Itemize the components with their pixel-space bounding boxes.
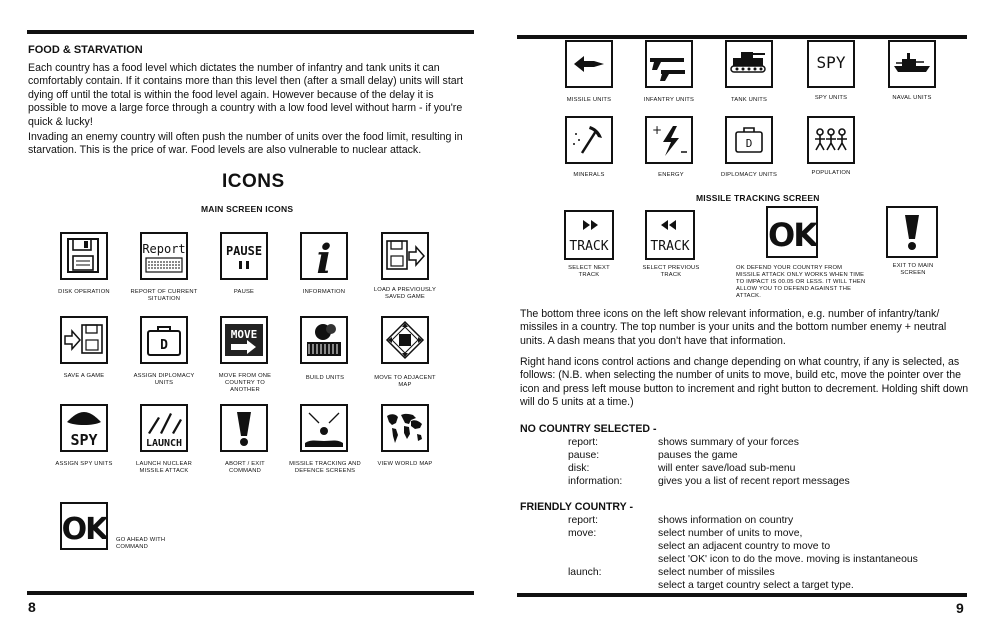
bottom-rule-right	[517, 593, 967, 597]
move-adjacent-icon	[381, 316, 429, 364]
tracking-ok-icon-text: OK	[768, 216, 816, 254]
missile-tracking-caption: MISSILE TRACKING AND DEFENCE SCREENS	[289, 461, 361, 474]
top-rule-right	[517, 35, 967, 39]
launch-icon-text: LAUNCH	[145, 438, 183, 449]
right-page	[500, 0, 1000, 631]
diplomacy-icon-text: D	[160, 338, 168, 353]
build-units-caption: BUILD UNITS	[305, 375, 345, 381]
cmd-key: report:	[568, 437, 599, 448]
next-track-caption: SELECT NEXT TRACK	[568, 265, 610, 278]
abort-icon	[220, 404, 268, 452]
cmd-key: disk:	[568, 463, 590, 474]
no-country-table	[520, 436, 972, 488]
info-paragraph: The bottom three icons on the left show relevant information, e.g. number of infantry/tank/ missiles in a country. The top number is your units and the bottom number enemy + neutral units. A dash means that you don't have that information.	[520, 308, 947, 347]
previous-track-icon	[645, 210, 695, 260]
friendly-row	[520, 579, 972, 592]
friendly-row	[520, 566, 972, 579]
pause-icon-text: PAUSE	[225, 244, 263, 258]
bottom-rule	[27, 591, 474, 595]
save-game-icon	[60, 316, 108, 364]
no-country-heading: NO COUNTRY SELECTED -	[520, 423, 657, 435]
friendly-row	[520, 540, 972, 553]
information-caption: INFORMATION	[302, 289, 346, 295]
main-screen-icons-title: MAIN SCREEN ICONS	[201, 204, 294, 214]
diplomacy-units-icon-text: D	[745, 137, 753, 150]
load-game-caption: LOAD A PREVIOUSLY SAVED GAME	[373, 287, 437, 300]
missile-units-icon	[565, 40, 613, 88]
friendly-row	[520, 514, 972, 527]
information-icon-text: i	[316, 236, 332, 277]
infantry-units-icon	[645, 40, 693, 88]
missile-tracking-icon	[300, 404, 348, 452]
tracking-ok-caption: OK DEFEND YOUR COUNTRY FROM MISSILE ATTACK ONLY WORKS WHEN TIME TO IMPACT IS 00.05 OR LESS. IT WILL THEN ALLOW YOU TO DEFEND AGAINST THE ATTACK.	[736, 265, 866, 299]
disk-icon	[60, 232, 108, 280]
cmd-desc: shows information on country	[658, 515, 794, 526]
cmd-key	[520, 553, 658, 566]
friendly-country-table	[520, 514, 972, 592]
diplomacy-icon	[140, 316, 188, 364]
tank-units-icon	[725, 40, 773, 88]
actions-paragraph: Right hand icons control actions and change depending on what country, if any is selected, as follows: (N.B. when selecting the number of units to move, build etc, move the pointer over the icon and press left mouse button to increment and right button to decrement. Holding shift down will do 5 units at a time.)	[520, 356, 969, 409]
no-country-row	[520, 475, 972, 488]
food-paragraph-2: Invading an enemy country will often push the number of units over the food limit, resulting in starvation. This is the price of war. Food levels are also vulnerable to nuclear attack.	[28, 131, 463, 157]
report-icon-text: Report	[142, 242, 186, 256]
cmd-desc: will enter save/load sub-menu	[658, 463, 796, 474]
disk-caption: DISK OPERATION	[58, 289, 110, 295]
cmd-key	[520, 540, 658, 553]
world-map-icon	[381, 404, 429, 452]
naval-units-icon	[888, 40, 936, 88]
spy-hat-caption: ASSIGN SPY UNITS	[55, 461, 113, 467]
move-caption: MOVE FROM ONE COUNTRY TO ANOTHER	[218, 373, 272, 393]
cmd-key: report:	[568, 515, 599, 526]
cmd-desc: shows summary of your forces	[658, 437, 799, 448]
information-icon	[300, 232, 348, 280]
next-track-icon-text: TRACK	[569, 239, 609, 254]
tracking-ok-icon	[766, 206, 818, 258]
move-icon-text: MOVE	[230, 328, 258, 341]
save-game-caption: SAVE A GAME	[63, 373, 105, 379]
exit-main-caption: EXIT TO MAIN SCREEN	[892, 263, 934, 276]
cmd-desc: select number of missiles	[658, 567, 775, 578]
friendly-country-heading: FRIENDLY COUNTRY -	[520, 501, 634, 513]
cmd-key: move:	[568, 528, 597, 539]
previous-track-caption: SELECT PREVIOUS TRACK	[642, 265, 700, 278]
minerals-icon	[565, 116, 613, 164]
exit-main-icon	[886, 206, 938, 258]
spy-hat-icon	[60, 404, 108, 452]
pause-icon	[220, 232, 268, 280]
population-caption: POPULATION	[811, 170, 851, 176]
top-rule	[27, 30, 474, 34]
diplomacy-units-caption: DIPLOMACY UNITS	[720, 172, 778, 178]
no-country-row	[520, 449, 972, 462]
pause-caption: PAUSE	[233, 289, 255, 295]
ok-caption: GO AHEAD WITH COMMAND	[116, 537, 166, 550]
spy-units-icon	[807, 40, 855, 88]
cmd-desc: pauses the game	[658, 450, 738, 461]
missile-units-caption: MISSILE UNITS	[566, 97, 612, 103]
cmd-key: information:	[568, 476, 623, 487]
infantry-units-caption: INFANTRY UNITS	[643, 97, 695, 103]
cmd-desc: gives you a list of recent report messages	[658, 476, 850, 487]
missile-tracking-title: MISSILE TRACKING SCREEN	[696, 193, 820, 203]
naval-units-caption: NAVAL UNITS	[892, 95, 932, 101]
spy-units-caption: SPY UNITS	[814, 95, 848, 101]
page-number-right: 9	[956, 600, 964, 616]
previous-track-icon-text: TRACK	[650, 239, 690, 254]
energy-icon	[645, 116, 693, 164]
food-starvation-heading: FOOD & STARVATION	[28, 44, 143, 56]
tank-units-caption: TANK UNITS	[730, 97, 768, 103]
move-adjacent-caption: MOVE TO ADJACENT MAP	[374, 375, 436, 388]
next-track-icon	[564, 210, 614, 260]
spy-hat-icon-text: SPY	[70, 431, 98, 449]
friendly-row	[520, 553, 972, 566]
cmd-desc: select a target country select a target type.	[658, 580, 854, 591]
cmd-desc: select an adjacent country to move to	[658, 541, 831, 552]
build-units-icon	[300, 316, 348, 364]
launch-icon	[140, 404, 188, 452]
cmd-desc: select number of units to move,	[658, 528, 803, 539]
no-country-row	[520, 462, 972, 475]
energy-caption: ENERGY	[658, 172, 684, 178]
svg-text:+: +	[652, 123, 663, 137]
page-number-left: 8	[28, 599, 36, 615]
cmd-desc: select 'OK' icon to do the move. moving is instantaneous	[658, 554, 918, 565]
icons-title: ICONS	[222, 171, 285, 192]
diplomacy-caption: ASSIGN DIPLOMACY UNITS	[133, 373, 195, 386]
no-country-row	[520, 436, 972, 449]
cmd-key: pause:	[568, 450, 600, 461]
food-paragraph-1: Each country has a food level which dictates the number of infantry and tank units it can comfortably contain. If it contains more than this level then (after a small delay) units will start dying off until the total is within the food level again. However because of the delay it is possible to move a large force through a country with a low food level without harm - if you're quick & lucky!	[28, 62, 464, 128]
launch-caption: LAUNCH NUCLEAR MISSILE ATTACK	[136, 461, 192, 474]
friendly-row	[520, 527, 972, 540]
diplomacy-units-icon	[725, 116, 773, 164]
abort-caption: ABORT / EXIT COMMAND	[225, 461, 265, 474]
world-map-caption: VIEW WORLD MAP	[377, 461, 433, 467]
move-icon	[220, 316, 268, 364]
minerals-caption: MINERALS	[573, 172, 605, 178]
ok-icon-text: OK	[62, 512, 106, 547]
spy-units-icon-text: SPY	[816, 53, 846, 72]
population-icon	[807, 116, 855, 164]
report-icon	[140, 232, 188, 280]
ok-icon	[60, 502, 108, 550]
load-game-icon	[381, 232, 429, 280]
report-caption: REPORT OF CURRENT SITUATION	[130, 289, 198, 302]
cmd-key	[520, 579, 658, 592]
cmd-key: launch:	[568, 567, 602, 578]
